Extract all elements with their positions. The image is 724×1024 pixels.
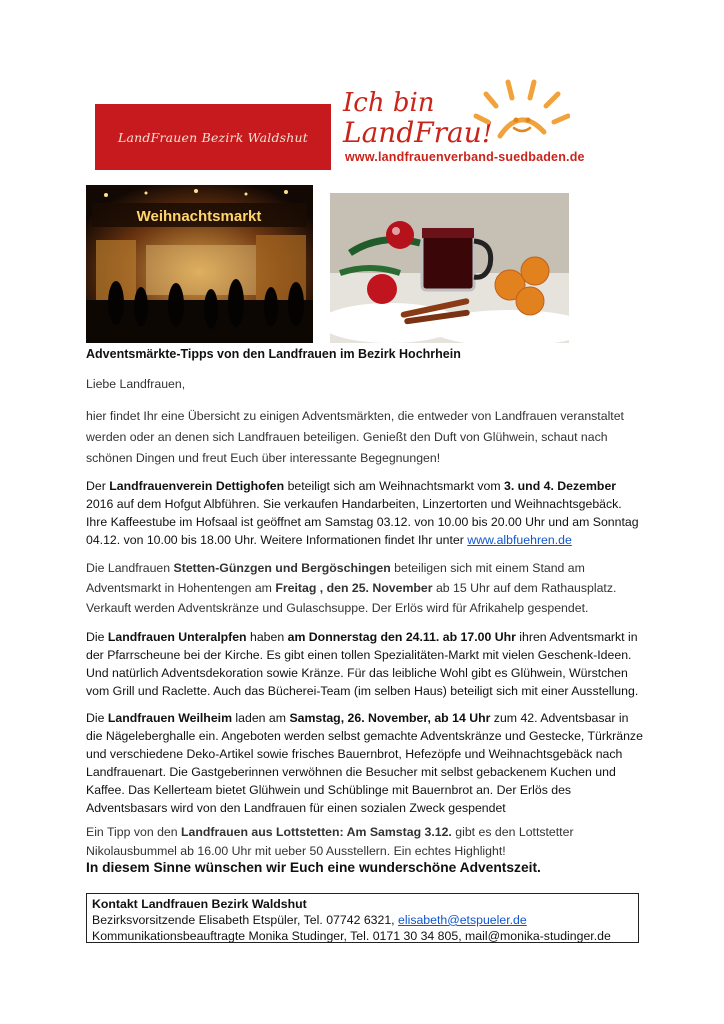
christmas-market-photo	[86, 185, 313, 343]
contact-line-1: Bezirksvorsitzende Elisabeth Etspüler, Tel. 07742 6321, elisabeth@etspueler.de	[92, 912, 527, 927]
greeting: Liebe Landfrauen,	[86, 377, 186, 391]
paragraph-unteralpfen: Die Landfrauen Unteralpfen haben am Donnerstag den 24.11. ab 17.00 Uhr ihren Adventsmarkt in der Pfarrscheune bei der Kirche. Es gibt einen tollen Spezialitäten-Markt mit vielen Geschenk-Ideen. Und natürlich Adventsdekoration sowie Kränze. Für das leibliche Wohl gibt es Glühwein, Würstchen vom Grill und Raclette. Auch das Bücherei-Team (im selben Haus) beteiligt sich mit einer Ausstellung.	[86, 630, 639, 698]
mulled-wine-photo	[330, 193, 569, 343]
paragraph-weilheim: Die Landfrauen Weilheim laden am Samstag, 26. November, ab 14 Uhr zum 42. Adventsbasar in die Nägeleberghalle ein. Angeboten werden selbst gemachte Adventskränze und Gestecke, Türkränze und verschiedene Deko-Artikel sowie frisches Bauernbrot, Hefezöpfe und Weihnachtsgebäck nach Landfrauenart. Die Gastgeberinnen verwöhnen die Besucher mit selbst gebackenem Kuchen und Kaffee. Das Kellerteam bietet Glühwein und Schüblinge mit Bauernbrot an. Der Erlös des Adventsbasars wird von den Landfrauen für einen sozialen Zweck gespendet	[86, 711, 643, 815]
document-title: Adventsmärkte-Tipps von den Landfrauen im Bezirk Hochrhein	[86, 347, 461, 361]
logo-line-1: Ich bin	[343, 88, 435, 118]
contact-heading: Kontakt Landfrauen Bezirk Waldshut	[92, 897, 307, 911]
contact-box	[86, 893, 639, 943]
albfuehren-link[interactable]: www.albfuehren.de	[467, 533, 572, 547]
banner-text: LandFrauen Bezirk Waldshut	[117, 129, 309, 145]
sun-icon	[470, 76, 570, 156]
intro-paragraph: hier findet Ihr eine Übersicht zu einigen Adventsmärkten, die entweder von Landfrauen veranstaltet werden oder an denen sich Landfrauen beteiligen. Genießt den Duft von Glühwein, schaut nach schönen Dingen und freut Euch über interessante Begegnungen!	[86, 409, 624, 465]
date-stetten: Freitag , den 25. November	[275, 581, 433, 595]
contact-line-2: Kommunikationsbeauftragte Monika Studinger, Tel. 0171 30 34 805, mail@monika-studinger.de	[92, 928, 611, 943]
org-unteralpfen: Landfrauen Unteralpfen	[107, 630, 247, 644]
paragraph-dettighofen: Der Landfrauenverein Dettighofen beteiligt sich am Weihnachtsmarkt vom 3. und 4. Dezember 2016 auf dem Hofgut Albführen. Sie verkaufen Handarbeiten, Linzertorten und Weihnachtsgebäck. Ihre Kaffeestube im Hofsaal ist geöffnet am Samstag 03.12. von 10.00 bis 20.00 Uhr und am Sonntag 04.12. von 10.00 bis 18.00 Uhr. Weitere Informationen findet Ihr unter www.albfuehren.de	[86, 479, 639, 547]
closing-line: In diesem Sinne wünschen wir Euch eine wunderschöne Adventszeit.	[86, 860, 541, 875]
paragraph-stetten: Die Landfrauen Stetten-Günzgen und Bergöschingen beteiligen sich mit einem Stand am Adventsmarkt in Hohentengen am Freitag , den 25. November ab 15 Uhr auf dem Rathausplatz. Verkauft werden Adventskränze und Gulaschsuppe. Der Erlös wird für Afrikahelp gespendet.	[86, 561, 617, 615]
date-weilheim: Samstag, 26. November, ab 14 Uhr	[289, 711, 491, 725]
org-lottstetten: Landfrauen aus Lottstetten: Am Samstag 3.12.	[181, 825, 452, 839]
logo-line-2: LandFrau!	[343, 116, 494, 149]
date-unteralpfen: am Donnerstag den 24.11. ab 17.00 Uhr	[287, 630, 516, 644]
landfrauen-waldshut-banner	[95, 104, 331, 170]
paragraph-lottstetten: Ein Tipp von den Landfrauen aus Lottstetten: Am Samstag 3.12. gibt es den Lottstetter Nikolausbummel ab 16.00 Uhr mit ueber 50 Ausstellern. Ein echtes Highlight!	[86, 825, 574, 858]
org-stetten: Stetten-Günzgen und Bergöschingen	[173, 561, 391, 575]
etspueler-email-link[interactable]: elisabeth@etspueler.de	[398, 912, 527, 927]
date-dettighofen: 3. und 4. Dezember	[504, 479, 617, 493]
org-weilheim: Landfrauen Weilheim	[107, 711, 233, 725]
market-sign-text: Weihnachtsmarkt	[136, 208, 262, 225]
logo-url: www.landfrauenverband-suedbaden.de	[345, 150, 585, 164]
org-dettighofen: Landfrauenverein Dettighofen	[109, 479, 285, 493]
